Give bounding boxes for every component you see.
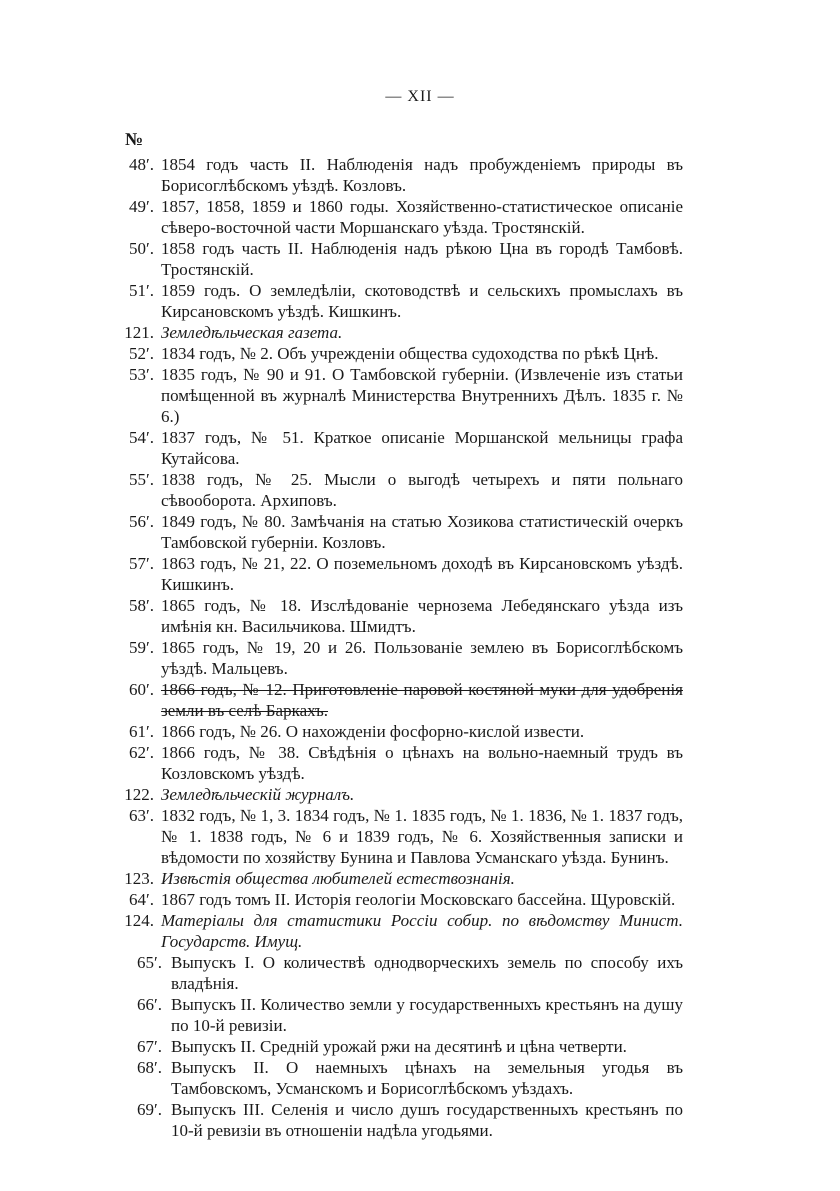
entry-number: 58′. — [129, 596, 154, 615]
entry-number: 55′. — [129, 470, 154, 489]
entry-text: 1849 годъ, № 80. Замѣчанія на статью Хозикова статистическій очеркъ Тамбовской губерніи. Козловъ. — [161, 512, 683, 552]
entry-number: 69′. — [137, 1100, 162, 1119]
list-item-struck — [0, 679, 840, 721]
list-item — [0, 805, 840, 868]
list-item — [0, 952, 840, 994]
entry-text: 1837 годъ, № 51. Краткое описаніе Моршанской мельницы графа Кутайсова. — [161, 428, 683, 468]
page-header: — XII — — [385, 88, 455, 105]
entry-number: 48′. — [129, 155, 154, 174]
entry-text: Выпускъ III. Селенія и число душъ государственныхъ крестьянъ по 10-й ревизіи въ отношеніи надѣла угодьями. — [171, 1100, 683, 1140]
entry-number: 50′. — [129, 239, 154, 258]
entry-text: 1865 годъ, № 18. Изслѣдованіе чернозема Лебедянскаго уѣзда изъ имѣнія кн. Васильчикова. Шмидтъ. — [161, 596, 683, 636]
entry-number: 60′. — [129, 680, 154, 699]
entry-text: Выпускъ II. Средній урожай ржи на десятинѣ и цѣна четверти. — [171, 1037, 627, 1056]
list-item — [0, 364, 840, 427]
list-item — [0, 154, 840, 196]
section-title: Земледѣльческій журналъ. — [161, 785, 355, 804]
section-heading — [0, 868, 840, 889]
list-item — [0, 343, 840, 364]
entry-number: 54′. — [129, 428, 154, 447]
entry-number: 52′. — [129, 344, 154, 363]
number-sign-heading: № — [125, 129, 144, 149]
entry-text: 1866 годъ, № 26. О нахожденіи фосфорно-кислой извести. — [161, 722, 585, 741]
entry-text: 1866 годъ, № 12. Приготовленіе паровой костяной муки для удобренія земли въ селѣ Баркахъ. — [161, 680, 683, 720]
list-item — [0, 469, 840, 511]
entry-number: 51′. — [129, 281, 154, 300]
entry-text: Выпускъ II. О наемныхъ цѣнахъ на земельныя угодья въ Тамбовскомъ, Усманскомъ и Борисоглѣбскомъ уѣздахъ. — [171, 1058, 683, 1098]
entry-text: 1866 годъ, № 38. Свѣдѣнія о цѣнахъ на вольно-наемный трудъ въ Козловскомъ уѣздѣ. — [161, 743, 683, 783]
entry-number: 49′. — [129, 197, 154, 216]
list-item — [0, 1057, 840, 1099]
section-number: 122. — [124, 785, 154, 804]
entry-text: 1832 годъ, № 1, 3. 1834 годъ, № 1. 1835 годъ, № 1. 1836, № 1. 1837 годъ, № 1. 1838 годъ, № 6 и 1839 годъ, № 6. Хозяйственныя записки и вѣдомости по хозяйству Бунина и Павлова Усманскаго уѣзда. Бунинъ. — [161, 806, 683, 867]
entry-text: 1859 годъ. О земледѣліи, скотоводствѣ и сельскихъ промыслахъ въ Кирсановскомъ уѣздѣ. Кишкинъ. — [161, 281, 683, 321]
section-title: Матеріалы для статистики Россіи собир. по вѣдомству Минист. Государств. Имущ. — [161, 911, 683, 951]
entry-text: Выпускъ I. О количествѣ однодворческихъ земель по способу ихъ владѣнія. — [171, 953, 683, 993]
entry-number: 68′. — [137, 1058, 162, 1077]
list-item — [0, 196, 840, 238]
entry-text: 1867 годъ томъ II. Исторія геологіи Московскаго бассейна. Щуровскій. — [161, 890, 676, 909]
entry-text: 1865 годъ, № 19, 20 и 26. Пользованіе землею въ Борисоглѣбскомъ уѣздѣ. Мальцевъ. — [161, 638, 683, 678]
list-item — [0, 238, 840, 280]
entry-number: 62′. — [129, 743, 154, 762]
entry-number: 53′. — [129, 365, 154, 384]
list-item — [0, 1036, 840, 1057]
entry-text: 1838 годъ, № 25. Мысли о выгодѣ четырехъ и пяти польнаго сѣвооборота. Архиповъ. — [161, 470, 683, 510]
list-item — [0, 637, 840, 679]
list-item — [0, 280, 840, 322]
entry-number: 64′. — [129, 890, 154, 909]
section-title: Извѣстія общества любителей естествознанія. — [161, 869, 515, 888]
entry-number: 59′. — [129, 638, 154, 657]
entry-number: 63′. — [129, 806, 154, 825]
section-heading — [0, 322, 840, 343]
entry-text: 1857, 1858, 1859 и 1860 годы. Хозяйственно-статистическое описаніе сѣверо-восточной части Моршанскаго уѣзда. Тростянскій. — [161, 197, 683, 237]
entry-number: 61′. — [129, 722, 154, 741]
entry-number: 67′. — [137, 1037, 162, 1056]
list-item — [0, 595, 840, 637]
section-number: 123. — [124, 869, 154, 888]
entry-number: 56′. — [129, 512, 154, 531]
entry-text: Выпускъ II. Количество земли у государственныхъ крестьянъ на душу по 10-й ревизіи. — [171, 995, 683, 1035]
entry-number: 65′. — [137, 953, 162, 972]
section-number: 124. — [124, 911, 154, 930]
entry-number: 57′. — [129, 554, 154, 573]
list-item — [0, 994, 840, 1036]
entry-text: 1863 годъ, № 21, 22. О поземельномъ доходѣ въ Кирсановскомъ уѣздѣ. Кишкинъ. — [161, 554, 683, 594]
entry-text: 1835 годъ, № 90 и 91. О Тамбовской губерніи. (Извлеченіе изъ статьи помѣщенной въ журналѣ Министерства Внутреннихъ Дѣлъ. 1835 г. № 6.) — [161, 365, 683, 426]
list-item — [0, 427, 840, 469]
list-item — [0, 889, 840, 910]
entry-list — [0, 154, 840, 1141]
section-heading — [0, 784, 840, 805]
entry-text: 1854 годъ часть II. Наблюденія надъ пробужденіемъ природы въ Борисоглѣбскомъ уѣздѣ. Козловъ. — [161, 155, 683, 195]
list-item — [0, 1099, 840, 1141]
entry-text: 1858 годъ часть II. Наблюденія надъ рѣкою Цна въ городѣ Тамбовѣ. Тростянскій. — [161, 239, 683, 279]
section-number: 121. — [124, 323, 154, 342]
entry-text: 1834 годъ, № 2. Объ учрежденіи общества судоходства по рѣкѣ Цнѣ. — [161, 344, 659, 363]
list-item — [0, 511, 840, 553]
list-item — [0, 721, 840, 742]
section-heading — [0, 910, 840, 952]
entry-number: 66′. — [137, 995, 162, 1014]
list-item — [0, 553, 840, 595]
section-title: Земледѣльческая газета. — [161, 323, 343, 342]
list-item — [0, 742, 840, 784]
